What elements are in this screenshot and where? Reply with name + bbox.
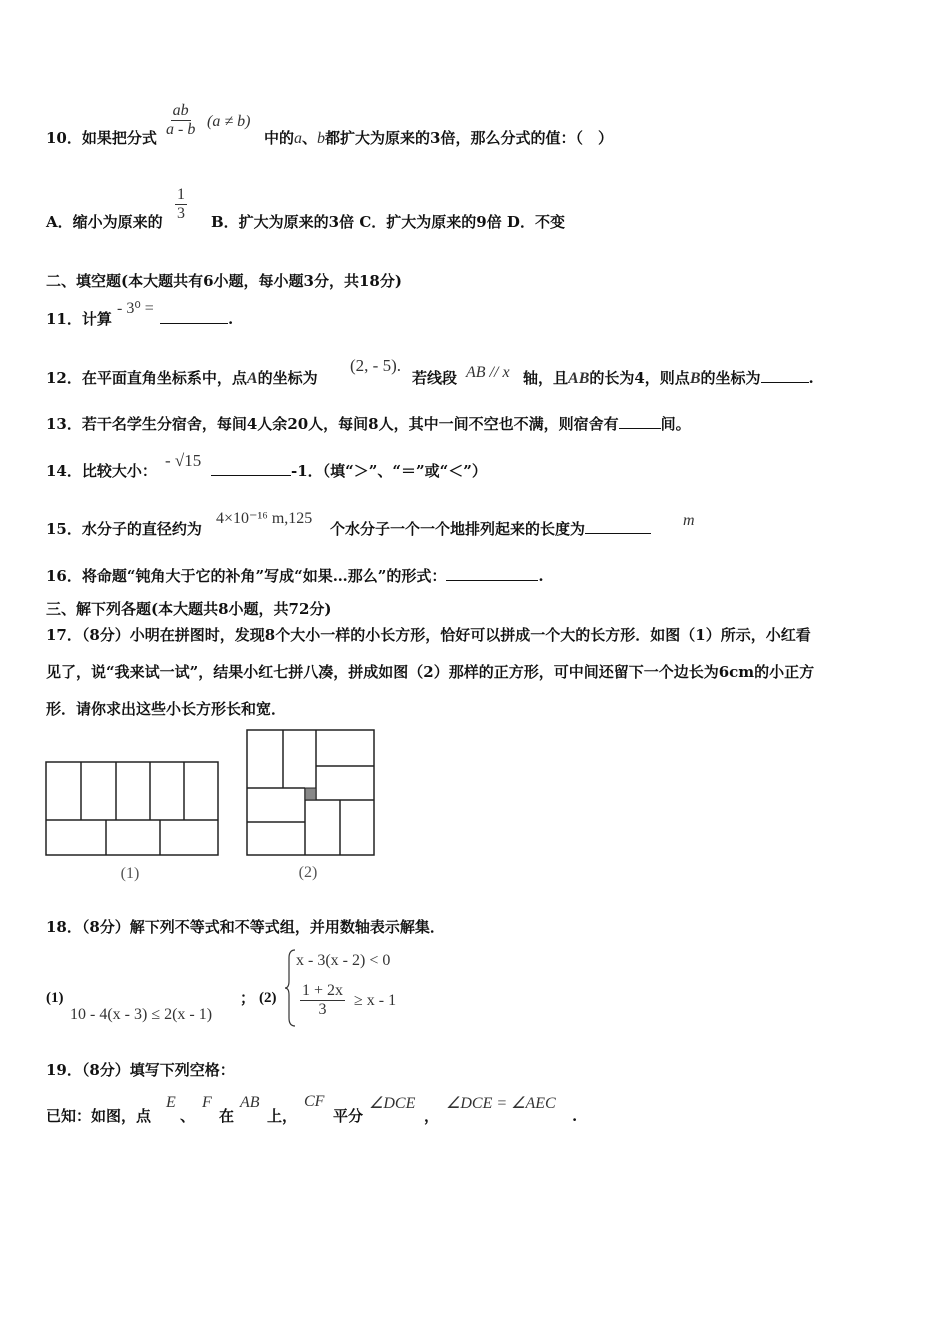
q19-comma: ， xyxy=(424,1107,440,1125)
section-2-heading: 二、填空题(本大题共有6小题，每小题3分，共18分) xyxy=(46,272,402,290)
q19-prefix: 已知：如图，点 xyxy=(46,1107,152,1125)
q15-rest: 个水分子一个一个地排列起来的长度为 xyxy=(330,519,651,539)
q10-condition: (a ≠ b) xyxy=(207,113,251,130)
q10-options-bcd: B．扩大为原来的3倍 C．扩大为原来的9倍 D．不变 xyxy=(211,213,565,231)
q19-end: . xyxy=(572,1107,578,1125)
q12-mid: 若线段 xyxy=(412,369,458,387)
q18-title: 18．（8分）解下列不等式和不等式组，并用数轴表示解集． xyxy=(46,918,445,936)
q12-prefix: 12．在平面直角坐标系中，点A的坐标为 xyxy=(46,369,318,387)
q10-option-a: A．缩小为原来的 xyxy=(46,213,163,231)
q12-segment: AB // x xyxy=(466,364,510,381)
figure-2-label: (2) xyxy=(298,864,318,881)
q11-prefix: 11．计算 xyxy=(46,310,112,328)
q10-opt-den: 3 xyxy=(177,205,185,222)
q18-separator: ； xyxy=(240,989,256,1007)
q12-point-a: A xyxy=(246,370,258,387)
center-small-square xyxy=(305,788,316,800)
q17-figures xyxy=(0,725,950,885)
q19-sep: 、 xyxy=(180,1107,196,1125)
q19-up: 上， xyxy=(267,1107,298,1125)
q12-blank[interactable] xyxy=(761,368,809,383)
q17-line-2: 见了，说“我来试一试”，结果小红七拼八凑，拼成如图（2）那样的正方形，可中间还留下一个边长为6cm的小正方 xyxy=(46,663,815,681)
q13-line: 13．若干名学生分宿舍，每间4人余20人，每间8人，其中一间不空也不满，则宿舍有 间。 xyxy=(46,415,691,433)
q17-line-3: 形．请你求出这些小长方形长和宽． xyxy=(46,700,287,718)
q12-rest: 轴，且AB的长为4，则点B的坐标为 . xyxy=(523,369,814,387)
q13-blank[interactable] xyxy=(619,414,661,429)
q14-rest: -1．（填“＞”、“＝”或“＜”） xyxy=(211,461,487,481)
q10-prefix: 10．如果把分式 xyxy=(46,129,157,147)
figure-1-label: (1) xyxy=(120,865,140,882)
q19-on: 在 xyxy=(219,1107,235,1125)
q12-coordinate: (2, - 5). xyxy=(350,356,401,375)
q18-system-line-1: x - 3(x - 2) < 0 xyxy=(296,952,391,969)
q15-blank[interactable] xyxy=(585,519,651,534)
q10-opt-num: 1 xyxy=(177,186,185,203)
q18-sys-den: 3 xyxy=(318,1001,327,1018)
q14-prefix: 14．比较大小： xyxy=(46,462,157,480)
q19-segment-ab: AB xyxy=(240,1094,260,1111)
q18-sys-num: 1 + 2x xyxy=(302,982,344,999)
q18-part1-expression: 10 - 4(x - 3) ≤ 2(x - 1) xyxy=(70,1006,213,1023)
q15-prefix: 15．水分子的直径约为 xyxy=(46,520,202,538)
q19-point-e: E xyxy=(166,1094,176,1111)
section-3-heading: 三、解下列各题(本大题共8小题，共72分) xyxy=(46,600,332,618)
q10-frac-num: ab xyxy=(172,102,189,119)
q10-frac-den: a - b xyxy=(166,121,196,138)
q16-blank[interactable] xyxy=(446,566,538,581)
q14-blank[interactable] xyxy=(211,461,291,476)
q18-part2-label: (2) xyxy=(259,990,277,1006)
q19-angle-dce: ∠DCE xyxy=(369,1095,416,1112)
q19-segment-cf: CF xyxy=(304,1093,325,1110)
q18-system-rhs: ≥ x - 1 xyxy=(354,992,397,1009)
q10-var-b: b xyxy=(317,130,326,147)
q15-unit: m xyxy=(683,512,695,529)
q17-line-1: 17．（8分）小明在拼图时，发现8个大小一样的小长方形，恰好可以拼成一个大的长方形．如图（1）所示，小红看 xyxy=(46,626,811,644)
q11-blank[interactable] xyxy=(160,309,228,324)
q19-bisect: 平分 xyxy=(333,1107,364,1125)
q11-expression: - 3⁰ = xyxy=(117,300,154,317)
q18-part1-label: (1) xyxy=(46,990,64,1006)
figure-1 xyxy=(46,762,218,855)
q10-var-a: a xyxy=(294,130,303,147)
q19-point-f: F xyxy=(202,1094,212,1111)
q15-expression: 4×10⁻¹⁶ m,125 xyxy=(216,510,313,527)
q19-angle-equation: ∠DCE = ∠AEC xyxy=(446,1095,556,1112)
q10-fraction xyxy=(166,102,195,139)
q19-title: 19．（8分）填写下列空格： xyxy=(46,1061,235,1079)
q18-system-line-2 xyxy=(300,982,345,1019)
q16-line: 16．将命题“钝角大于它的补角”写成“如果…那么”的形式： . xyxy=(46,567,544,585)
q14-expression: - √15 xyxy=(165,451,202,470)
q11-answer-line: . xyxy=(160,309,233,329)
q10-option-a-fraction xyxy=(175,186,187,223)
q10-rest: 中的a、b都扩大为原来的3倍，那么分式的值：（ ） xyxy=(264,129,613,147)
